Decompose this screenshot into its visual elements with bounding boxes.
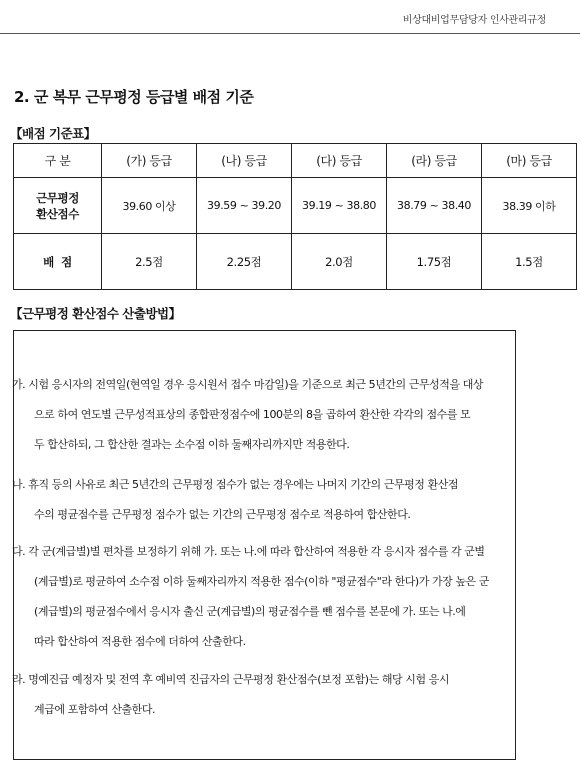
table-row-scores: [14, 178, 577, 234]
points-cell: 2.0점: [292, 234, 387, 290]
points-cell: 2.5점: [102, 234, 197, 290]
row-label-score: [14, 178, 102, 234]
grade-header: (가) 등급: [102, 144, 197, 178]
grade-header: (다) 등급: [292, 144, 387, 178]
score-cell: 38.39 이하: [482, 178, 577, 234]
row-label-line: 환산점수: [36, 206, 79, 221]
table-title: 【배점 기준표】: [10, 126, 96, 141]
header-divider: [0, 33, 580, 34]
grade-header: (나) 등급: [197, 144, 292, 178]
paragraph-line: 라. 명예진급 예정자 및 전역 후 예비역 진급자의 근무평정 환산점수(보정 포함)는 해당 시험 응시: [12, 673, 450, 686]
score-cell: 39.60 이상: [102, 178, 197, 234]
score-cell: 39.19 ~ 38.80: [292, 178, 387, 234]
paragraph-line: 계급에 포함하여 산출한다.: [34, 703, 156, 716]
paragraph-line: 으로 하여 연도별 근무성적표상의 종합판정점수에 100분의 8을 곱하여 환산한 각각의 점수를 모: [34, 408, 471, 421]
row-label-points: 배 점: [14, 234, 102, 290]
paragraph-line: (계급별)로 평균하여 소수점 이하 둘째자리까지 적용한 점수(이하 "평균점수"라 한다)가 가장 높은 군: [34, 575, 489, 588]
paragraph-line: 가. 시험 응시자의 전역일(현역일 경우 응시원서 접수 마감일)을 기준으로 최근 5년간의 근무성적을 대상: [12, 378, 484, 391]
method-title: 【근무평정 환산점수 산출방법】: [10, 306, 181, 321]
points-cell: 1.75점: [387, 234, 482, 290]
points-cell: 2.25점: [197, 234, 292, 290]
score-cell: 38.79 ~ 38.40: [387, 178, 482, 234]
grade-score-table: [13, 143, 577, 290]
paragraph-line: (계급별)의 평균점수에서 응시자 출신 군(계급별)의 평균점수를 뺀 점수를 본문에 가. 또는 나.에: [34, 605, 466, 618]
paragraph-na: [12, 470, 512, 530]
row-label-line: 근무평정: [36, 190, 79, 205]
section-title: 2. 군 복무 근무평정 등급별 배점 기준: [14, 88, 254, 106]
grade-header: (마) 등급: [482, 144, 577, 178]
paragraph-line: 따라 합산하여 적용한 점수에 더하여 산출한다.: [34, 635, 246, 648]
table-header-row: [14, 144, 577, 178]
document-header-title: 비상대비업무담당자 인사관리규정: [402, 15, 546, 26]
table-row-points: [14, 234, 577, 290]
table-header-cell: 구 분: [14, 144, 102, 178]
points-cell: 1.5점: [482, 234, 577, 290]
paragraph-line: 수의 평균점수를 근무평정 점수가 없는 기간의 근무평정 점수로 적용하여 합산한다.: [34, 508, 411, 521]
paragraph-line: 나. 휴직 등의 사유로 최근 5년간의 근무평정 점수가 없는 경우에는 나머지 기간의 근무평정 환산점: [12, 478, 459, 491]
paragraph-line: 다. 각 군(계급별)별 편차를 보정하기 위해 가. 또는 나.에 따라 합산하여 적용한 각 응시자 점수를 각 군별: [12, 545, 485, 558]
grade-header: (라) 등급: [387, 144, 482, 178]
paragraph-da: [12, 537, 512, 657]
paragraph-ga: [12, 370, 512, 460]
paragraph-line: 두 합산하되, 그 합산한 결과는 소수점 이하 둘째자리까지만 적용한다.: [34, 438, 350, 451]
score-cell: 39.59 ~ 39.20: [197, 178, 292, 234]
paragraph-ra: [12, 665, 512, 725]
